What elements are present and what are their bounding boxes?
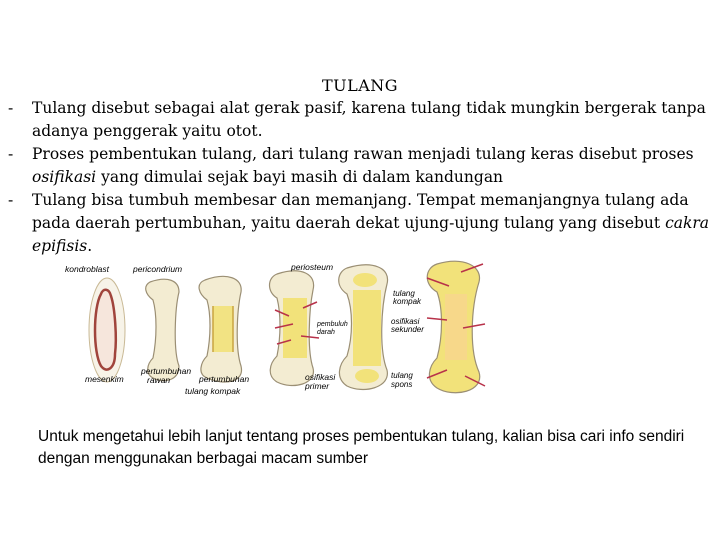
bullet-text: Tulang bisa tumbuh membesar dan memanjang. Tempat memanjangnya tulang ada pada daerah pertumbuhan, yaitu daerah dekat ujung-ujung tulang yang disebut bbox=[32, 191, 689, 232]
stage-mature-bone bbox=[427, 261, 485, 393]
bullet-dash: - bbox=[8, 191, 14, 209]
stage-mesenkim bbox=[89, 278, 125, 382]
bullet-text-end: yang dimulai sejak bayi masih di dalam kandungan bbox=[96, 168, 504, 186]
label-tulang-kompak-top2: kompak bbox=[393, 297, 422, 306]
label-pertumbuhan-rawan: pertumbuhan bbox=[141, 366, 192, 376]
stage-compact-growth bbox=[199, 276, 241, 382]
bullet-list bbox=[8, 97, 714, 258]
label-pericondrium: pericondrium bbox=[133, 264, 183, 274]
label-osifikasi-primer: osifikasi bbox=[305, 372, 336, 382]
label-periosteum: periosteum bbox=[291, 262, 334, 272]
bullet-text-end: . bbox=[87, 237, 93, 255]
label-osifikasi-sekunder2: sekunder bbox=[391, 325, 424, 334]
title-text: TULANG bbox=[321, 76, 399, 95]
bullet-text: Proses pembentukan tulang, dari tulang rawan menjadi tulang keras disebut proses bbox=[32, 145, 694, 163]
label-osifikasi-primer2: primer bbox=[305, 381, 330, 391]
slide-title bbox=[0, 76, 720, 95]
label-mesenkim: mesenkim bbox=[85, 374, 124, 384]
label-osifikasi-sekunder: osifikasi bbox=[391, 317, 420, 326]
label-tulang-spons2: spons bbox=[391, 380, 413, 389]
bullet-dash: - bbox=[8, 99, 14, 117]
bullet-item bbox=[8, 189, 714, 258]
label-kondroblast: kondroblast bbox=[65, 264, 109, 274]
bullet-text: Tulang disebut sebagai alat gerak pasif, karena tulang tidak mungkin bergerak tanpa adanya penggerak yaitu otot. bbox=[32, 99, 706, 140]
bullet-emphasis: cakra epifisis bbox=[32, 214, 710, 255]
bone-formation-figure bbox=[55, 258, 495, 398]
label-pertumbuhan-rawan2: rawan bbox=[147, 375, 171, 385]
caption-text: Untuk mengetahui lebih lanjut tentang proses pembentukan tulang, kalian bisa cari info sendiri dengan menggunakan berbagai macam sumber bbox=[38, 428, 685, 467]
label-tulang-kompak-bottom: tulang kompak bbox=[185, 386, 241, 396]
bullet-dash: - bbox=[8, 145, 14, 163]
bullet-item bbox=[8, 97, 714, 143]
label-tulang-spons: tulang bbox=[391, 371, 413, 380]
bullet-emphasis: osifikasi bbox=[32, 168, 97, 186]
label-tulang-kompak-top: tulang bbox=[393, 289, 415, 298]
label-pertumbuhan-tulang: pertumbuhan bbox=[199, 374, 250, 384]
label-pembuluh-darah: pembuluh bbox=[317, 321, 348, 328]
bullet-item bbox=[8, 143, 714, 189]
stage-primary-ossification bbox=[270, 271, 320, 386]
bone-formation-diagram bbox=[55, 258, 495, 398]
label-pembuluh-darah2: darah bbox=[317, 329, 335, 336]
